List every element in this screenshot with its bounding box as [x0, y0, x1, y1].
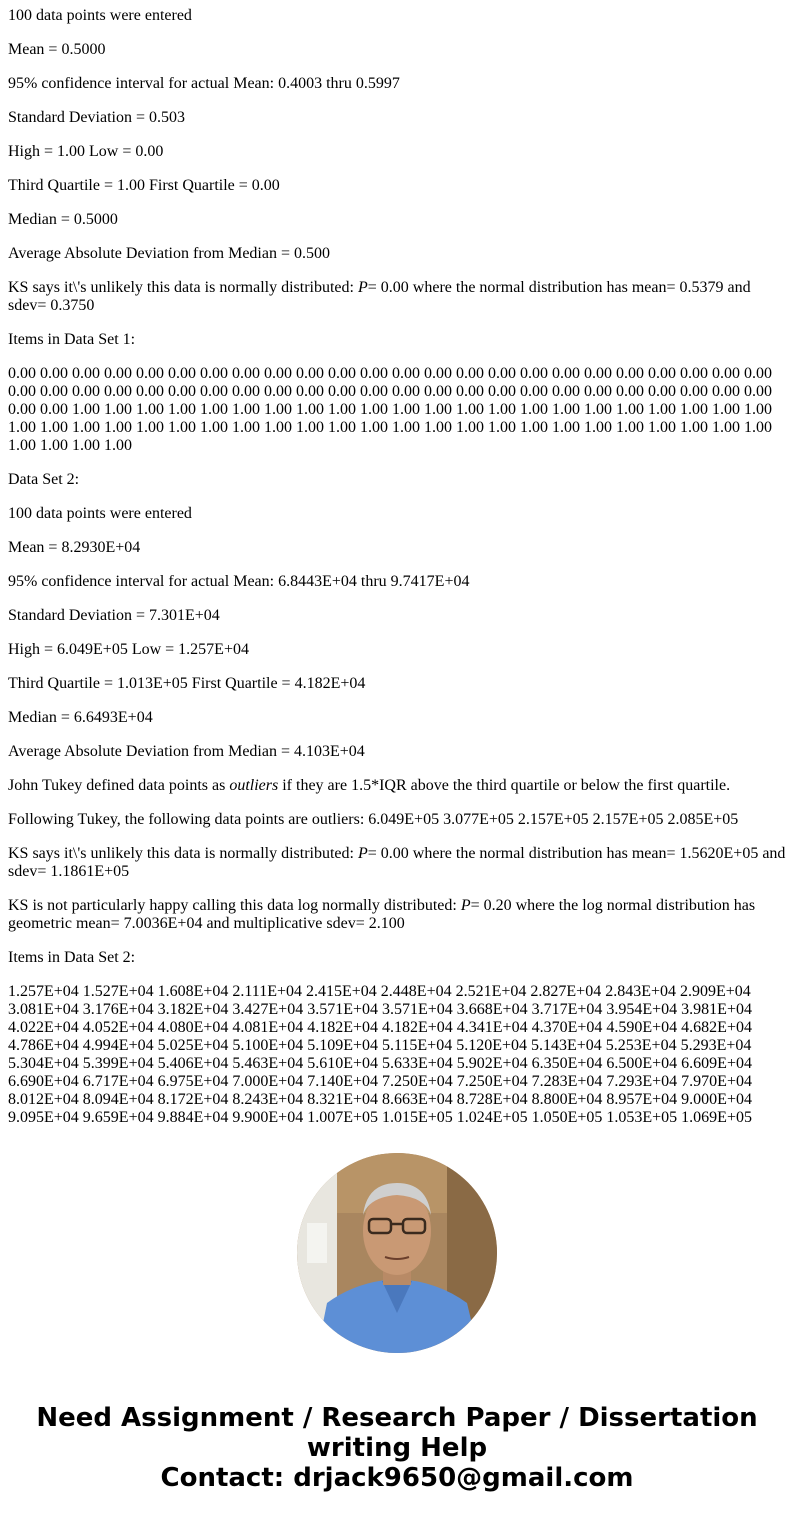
promo-banner: [0, 1403, 794, 1493]
set2-ks2-result: = 0.20 where the log normal distribution has geometric mean= 7.0036E+04 and multiplicative sdev= 2.100: [8, 897, 756, 932]
tukey-outliers-term: outliers: [229, 777, 279, 794]
set1-mean: Mean = 0.5000: [8, 41, 106, 58]
promo-contact: Contact: drjack9650@gmail.com: [160, 1463, 634, 1493]
set2-high-low: High = 6.049E+05 Low = 1.257E+04: [8, 641, 249, 658]
set1-items-heading: Items in Data Set 1:: [8, 331, 136, 348]
set2-mean: Mean = 8.2930E+04: [8, 539, 141, 556]
set1-entered: 100 data points were entered: [8, 7, 192, 24]
set2-items: 1.257E+04 1.527E+04 1.608E+04 2.111E+04 2.415E+04 2.448E+04 2.521E+04 2.827E+04 2.843E+04 2.909E+04 3.081E+04 3.176E+04 3.182E+04 3.427E+04 3.571E+04 3.571E+04 3.668E+04 3.717E+04 3.954E+04 3.981E+04 4.022E+04 4.052E+04 4.080E+04 4.081E+04 4.182E+04 4.182E+04 4.341E+04 4.370E+04 4.590E+04 4.682E+04 4.786E+04 4.994E+04 5.025E+04 5.100E+04 5.109E+04 5.115E+04 5.120E+04 5.143E+04 5.253E+04 5.293E+04 5.304E+04 5.399E+04 5.406E+04 5.463E+04 5.610E+04 5.633E+04 5.902E+04 6.350E+04 6.500E+04 6.609E+04 6.690E+04 6.717E+04 6.975E+04 7.000E+04 7.140E+04 7.250E+04 7.250E+04 7.283E+04 7.293E+04 7.970E+04 8.012E+04 8.094E+04 8.172E+04 8.243E+04 8.321E+04 8.663E+04 8.728E+04 8.800E+04 8.957E+04 9.000E+04 9.095E+04 9.659E+04 9.884E+04 9.900E+04 1.007E+05 1.015E+05 1.024E+05 1.050E+05 1.053E+05 1.069E+05: [8, 983, 752, 1123]
set2-quartiles: Third Quartile = 1.013E+05 First Quartile = 4.182E+04: [8, 675, 366, 692]
avatar-portrait-icon: [297, 1153, 497, 1353]
set1-ks-text: KS says it\'s unlikely this data is normally distributed:: [8, 279, 358, 296]
set1-ks-result: = 0.00 where the normal distribution has mean= 0.5379 and sdev= 0.3750: [8, 279, 751, 314]
set2-std-dev: Standard Deviation = 7.301E+04: [8, 607, 220, 624]
set1-confidence-interval: 95% confidence interval for actual Mean: 0.4003 thru 0.5997: [8, 75, 400, 92]
set2-tukey-definition: [8, 777, 788, 795]
set1-high-low: High = 1.00 Low = 0.00: [8, 143, 164, 160]
set1-std-dev: Standard Deviation = 0.503: [8, 109, 185, 126]
set2-items-heading: Items in Data Set 2:: [8, 949, 136, 966]
set2-ks-lognormal: [8, 897, 788, 933]
set2-outliers: Following Tukey, the following data points are outliers: 6.049E+05 3.077E+05 2.157E+05 2.157E+05 2.085E+05: [8, 811, 739, 828]
promo-line-2: writing Help: [306, 1433, 488, 1463]
set2-avg-abs-dev: Average Absolute Deviation from Median = 4.103E+04: [8, 743, 365, 760]
avatar: [297, 1153, 497, 1353]
set1-median: Median = 0.5000: [8, 211, 118, 228]
set2-ks2-p: P: [460, 897, 471, 914]
promo-line-1: Need Assignment / Research Paper / Dissertation: [36, 1403, 758, 1433]
set2-ks2-text: KS is not particularly happy calling this data log normally distributed:: [8, 897, 461, 914]
set1-items: 0.00 0.00 0.00 0.00 0.00 0.00 0.00 0.00 0.00 0.00 0.00 0.00 0.00 0.00 0.00 0.00 0.00 0.00 0.00 0.00 0.00 0.00 0.00 0.00 0.00 0.00 0.00 0.00 0.00 0.00 0.00 0.00 0.00 0.00 0.00 0.00 0.00 0.00 0.00 0.00 0.00 0.00 0.00 0.00 0.00 0.00 0.00 0.00 0.00 0.00 1.00 1.00 1.00 1.00 1.00 1.00 1.00 1.00 1.00 1.00 1.00 1.00 1.00 1.00 1.00 1.00 1.00 1.00 1.00 1.00 1.00 1.00 1.00 1.00 1.00 1.00 1.00 1.00 1.00 1.00 1.00 1.00 1.00 1.00 1.00 1.00 1.00 1.00 1.00 1.00 1.00 1.00 1.00 1.00 1.00 1.00 1.00 1.00 1.00 1.00: [8, 365, 772, 454]
set2-heading: Data Set 2:: [8, 471, 80, 488]
tukey-text: John Tukey defined data points as: [8, 777, 230, 794]
set2-confidence-interval: 95% confidence interval for actual Mean: 6.8443E+04 thru 9.7417E+04: [8, 573, 470, 590]
set2-ks-normal: [8, 845, 788, 881]
document-body: [8, 0, 788, 1123]
set1-avg-abs-dev: Average Absolute Deviation from Median = 0.500: [8, 245, 330, 262]
set2-ks-p: P: [357, 845, 368, 862]
tukey-rule: if they are 1.5*IQR above the third quartile or below the first quartile.: [278, 777, 731, 794]
set1-ks-p: P: [357, 279, 368, 296]
set2-ks-text: KS says it\'s unlikely this data is normally distributed:: [8, 845, 358, 862]
set2-ks-result: = 0.00 where the normal distribution has mean= 1.5620E+05 and sdev= 1.1861E+05: [8, 845, 786, 880]
set2-entered: 100 data points were entered: [8, 505, 192, 522]
set2-median: Median = 6.6493E+04: [8, 709, 153, 726]
set2-items-clip: [8, 983, 788, 1123]
set1-quartiles: Third Quartile = 1.00 First Quartile = 0.00: [8, 177, 280, 194]
set1-ks-normal: [8, 279, 788, 315]
